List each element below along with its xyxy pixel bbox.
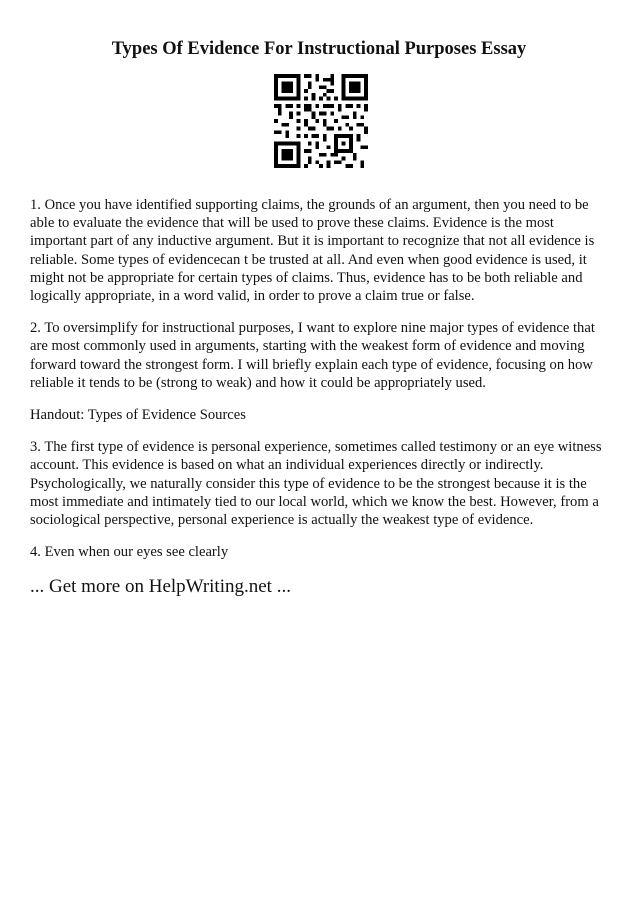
document-title: Types Of Evidence For Instructional Purposes Essay [111, 39, 527, 59]
paragraph-4: 4. Even when our eyes see clearly [30, 544, 229, 561]
paragraph-1: 1. Once you have identified supporting claims, the grounds of an argument, then you need to be able to evaluate the evidence that will be used to prove these claims. Evidence is the most important part of any inductive argument. But it is important to recognize that not all evidence is reliable. Some types of evidencecan t be trusted at all. And even when good evidence is used, it might not be appropriate for certain types of claims. Thus, evidence has to be both reliable and logically appropriate, in a word valid, in order to prove a claim true or false. [30, 197, 595, 305]
qr-code-icon [274, 74, 368, 168]
paragraph-2: 2. To oversimplify for instructional purposes, I want to explore nine major types of evidence that are most commonly used in arguments, starting with the weakest form of evidence and moving forward toward the strongest form. I will briefly explain each type of evidence, focusing on how reliable it tends to be (strong to weak) and how it could be appropriately used. [30, 320, 595, 391]
paragraph-3: 3. The first type of evidence is personal experience, sometimes called testimony or an eye witness account. This evidence is based on what an individual experiences directly or indirectly. Psychologically, we naturally consider this type of evidence to be the strongest because it is the most immediate and intimately tied to our local world, which we know the best. However, from a sociological perspective, personal experience is actually the weakest type of evidence. [30, 439, 602, 529]
get-more-link[interactable]: ... Get more on HelpWriting.net ... [30, 576, 291, 598]
essay-body [30, 196, 612, 599]
handout-line: Handout: Types of Evidence Sources [30, 407, 246, 424]
